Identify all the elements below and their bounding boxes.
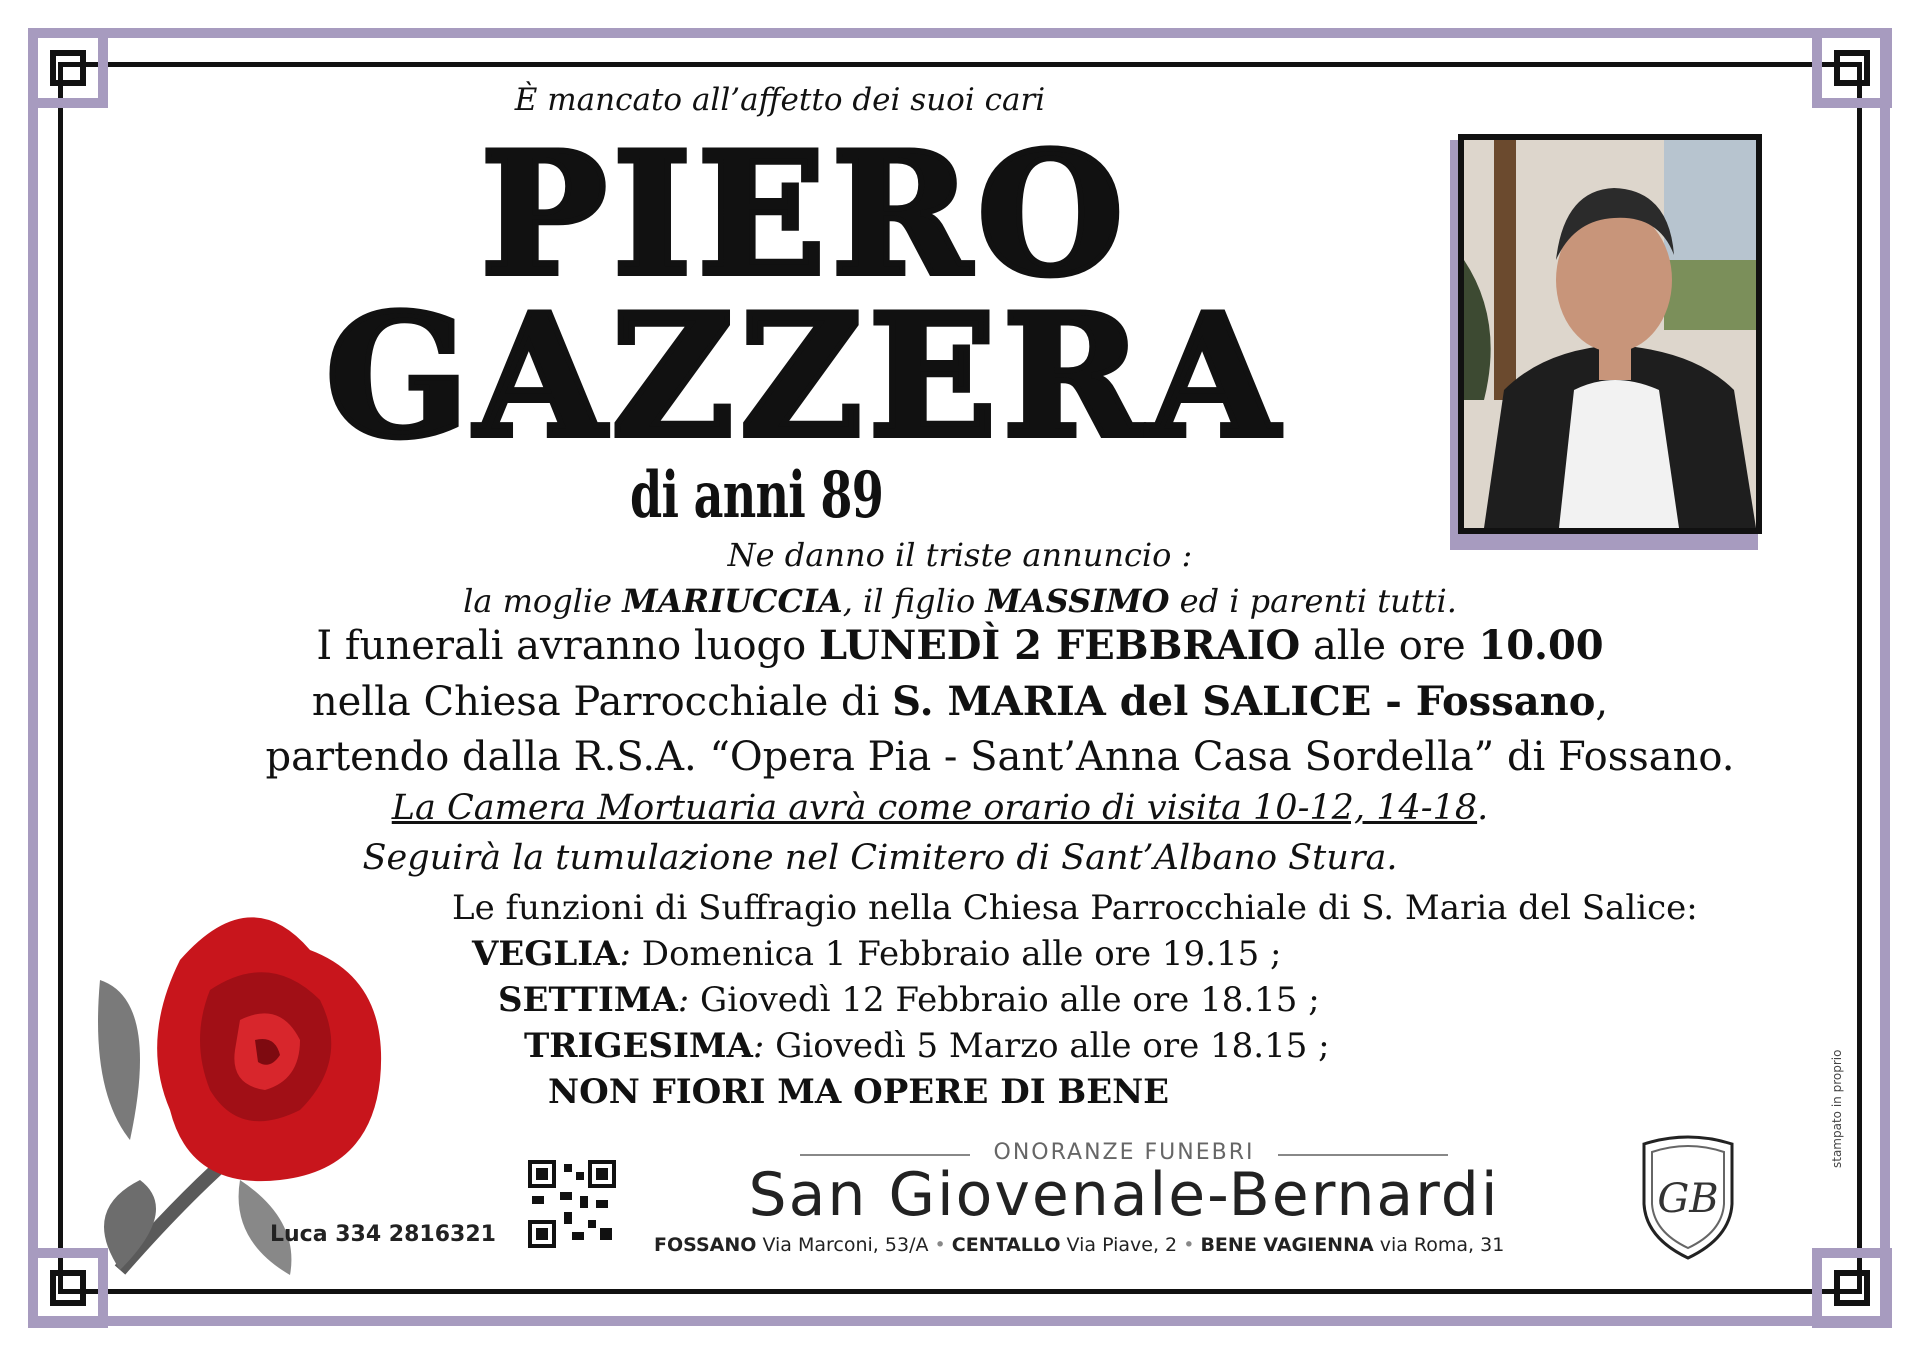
first-name: PIERO [480, 115, 1130, 313]
suffragio-colon: : [677, 980, 690, 1020]
address-separator: • [934, 1234, 946, 1256]
no-flowers-note: NON FIORI MA OPERE DI BENE [548, 1072, 1170, 1112]
firm-label: ONORANZE FUNEBRI [993, 1140, 1255, 1165]
announce-text: , il figlio [842, 582, 986, 620]
address-separator: • [1183, 1234, 1195, 1256]
address-city: BENE VAGIENNA [1200, 1234, 1374, 1256]
age-text: di anni 89 [630, 458, 884, 533]
suffragio-colon: : [619, 934, 631, 974]
suffragio-colon: : [752, 1026, 765, 1066]
funeral-time: 10.00 [1478, 622, 1604, 669]
son-name: MASSIMO [985, 582, 1170, 620]
suffragio-item-settima [498, 980, 1320, 1020]
portrait-photo [1458, 134, 1762, 534]
suffragio-label: TRIGESIMA [524, 1026, 753, 1066]
funeral-text: nella Chiesa Parrocchiale di [311, 679, 893, 725]
intro-text: È mancato all’affetto dei suoi cari [514, 82, 1046, 118]
firm-addresses [654, 1234, 1504, 1256]
suffragio-text: Giovedì 5 Marzo alle ore 18.15 ; [764, 1026, 1330, 1066]
funeral-text: , [1595, 679, 1609, 725]
corner-ornament-br [1812, 1248, 1892, 1328]
address-street: via Roma, 31 [1373, 1234, 1505, 1256]
address-street: Via Marconi, 53/A [756, 1234, 929, 1256]
funeral-text: alle ore [1300, 623, 1479, 669]
address-city: FOSSANO [654, 1234, 757, 1256]
suffragio-item-veglia [472, 934, 1281, 974]
firm-name: San Giovenale-Bernardi [748, 1160, 1500, 1230]
firm-crest-icon [1636, 1134, 1740, 1262]
departure-line: partendo dalla R.S.A. “Opera Pia - Sant’Anna Casa Sordella” di Fossano. [265, 734, 1735, 780]
church-name: S. MARIA del SALICE - Fossano [892, 678, 1596, 725]
announce-text: la moglie [463, 582, 623, 620]
suffragio-item-trigesima [524, 1026, 1330, 1066]
address-city: CENTALLO [951, 1234, 1061, 1256]
corner-ornament-tr [1812, 28, 1892, 108]
funeral-text: I funerali avranno luogo [316, 623, 819, 669]
announce-text: ed i parenti tutti. [1169, 582, 1457, 620]
contact-phone: Luca 334 2816321 [270, 1222, 496, 1247]
wife-name: MARIUCCIA [622, 582, 843, 620]
visiting-line [0, 788, 1900, 828]
address-street: Via Piave, 2 [1060, 1234, 1178, 1256]
last-name: GAZZERA [325, 277, 1285, 475]
divider [1278, 1154, 1448, 1156]
printing-note: stampato in proprio [1830, 1049, 1844, 1168]
suffragio-intro: Le funzioni di Suffragio nella Chiesa Parrocchiale di S. Maria del Salice: [452, 888, 1698, 928]
visiting-hours: La Camera Mortuaria avrà come orario di visita 10-12, 14-18 [391, 788, 1478, 828]
burial-line: Seguirà la tumulazione nel Cimitero di Sant’Albano Stura. [362, 838, 1398, 878]
suffragio-text: Domenica 1 Febbraio alle ore 19.15 ; [631, 934, 1282, 974]
crest-letters: GB [1657, 1176, 1719, 1222]
visiting-end: . [1477, 788, 1489, 828]
funeral-line-2 [0, 678, 1920, 725]
qr-code[interactable] [528, 1160, 616, 1248]
announce-line-1: Ne danno il triste annuncio : [727, 536, 1193, 574]
suffragio-text: Giovedì 12 Febbraio alle ore 18.15 ; [689, 980, 1320, 1020]
announce-line-2 [0, 582, 1920, 620]
suffragio-label: SETTIMA [498, 980, 678, 1020]
funeral-line-1 [0, 622, 1920, 669]
suffragio-label: VEGLIA [472, 934, 620, 974]
funeral-date: LUNEDÌ 2 FEBBRAIO [818, 622, 1301, 669]
